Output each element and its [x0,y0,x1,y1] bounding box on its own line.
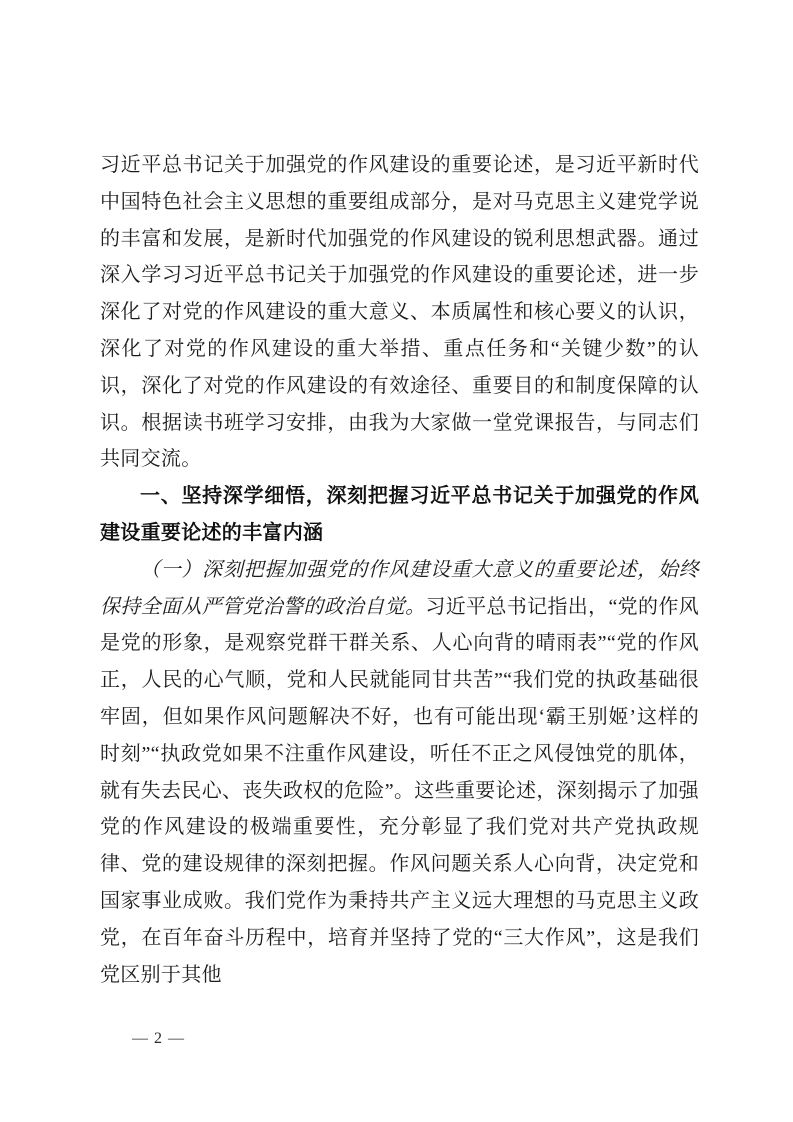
subsection-body-text: 习近平总书记指出，“党的作风是党的形象，是观察党群干群关系、人心向背的晴雨表”“党的作风正，人民的心气顺，党和人民就能同甘共苦”“我们党的执政基础很牢固，但如果作风问题解决不好，也有可能出现‘霸王别姬’这样的时刻”“执政党如果不注重作风建设，听任不正之风侵蚀党的肌体，就有失去民心、丧失政权的危险”。这些重要论述，深刻揭示了加强党的作风建设的极端重要性，充分彰显了我们党对共产党执政规律、党的建设规律的深刻把握。作风问题关系人心向背，决定党和国家事业成败。我们党作为秉持共产主义远大理想的马克思主义政党，在百年奋斗历程中，培育并坚持了党的“三大作风”，这是我们党区别于其他 [100,595,699,986]
section-heading: 一、坚持深学细悟，深刻把握习近平总书记关于加强党的作风建设重要论述的丰富内涵 [100,485,699,544]
subsection-paragraph [100,552,699,994]
subsection-lead: （一）深刻把握加强党的作风建设重大意义的重要论述，始终保持全面从严管党治警的政治自觉。 [100,558,699,618]
document-body [100,147,699,993]
intro-paragraph: 习近平总书记关于加强党的作风建设的重要论述，是习近平新时代中国特色社会主义思想的重要组成部分，是对马克思主义建党学说的丰富和发展，是新时代加强党的作风建设的锐利思想武器。通过深入学习习近平总书记关于加强党的作风建设的重要论述，进一步深化了对党的作风建设的重大意义、本质属性和核心要义的认识，深化了对党的作风建设的重大举措、重点任务和“关键少数”的认识，深化了对党的作风建设的有效途径、重要目的和制度保障的认识。根据读书班学习安排，由我为大家做一堂党课报告，与同志们共同交流。 [100,154,699,471]
page-number: — 2 — [132,1030,185,1047]
